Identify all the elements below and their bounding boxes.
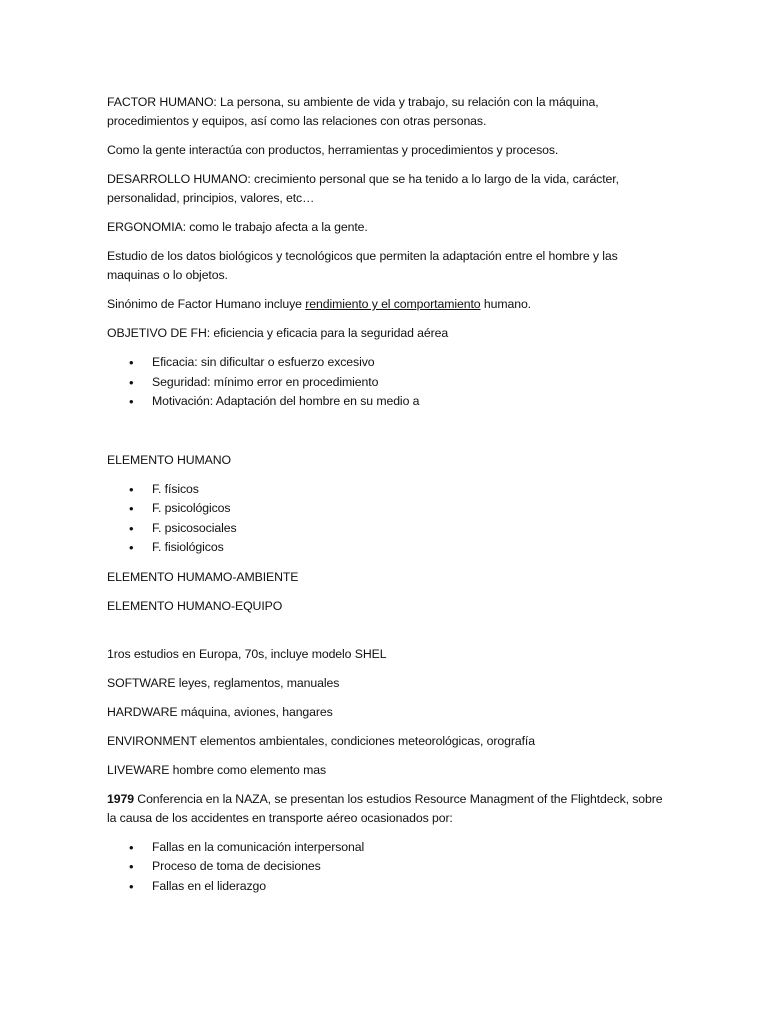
paragraph-desarrollo-humano: DESARROLLO HUMANO: crecimiento personal que se ha tenido a lo largo de la vida, carácter, personalidad, principios, valores, etc… — [107, 172, 619, 205]
list-item: • Seguridad: mínimo error en procedimiento — [107, 373, 667, 393]
list-item: • F. fisiológicos — [107, 538, 667, 558]
paragraph-estudios-europa: 1ros estudios en Europa, 70s, incluye modelo SHEL — [107, 646, 387, 661]
document-body — [107, 93, 667, 906]
paragraph-software: SOFTWARE leyes, reglamentos, manuales — [107, 675, 340, 690]
paragraph-hardware: HARDWARE máquina, aviones, hangares — [107, 704, 333, 719]
paragraph-ergonomia: ERGONOMIA: como le trabajo afecta a la gente. — [107, 220, 368, 234]
paragraph-factor-humano: FACTOR HUMANO: La persona, su ambiente de vida y trabajo, su relación con la máquina, procedimientos y equipos, así como las relaciones con otras personas. — [107, 95, 599, 128]
sinonimo-text-after: humano. — [480, 297, 532, 311]
list-item: • F. psicológicos — [107, 499, 667, 519]
bullet-list-factores — [107, 480, 667, 558]
sinonimo-text-before: Sinónimo de Factor Humano incluye — [107, 297, 306, 311]
paragraph-liveware: LIVEWARE hombre como elemento mas — [107, 762, 327, 777]
paragraph-humano-equipo: ELEMENTO HUMANO-EQUIPO — [107, 598, 283, 613]
paragraph-environment: ENVIRONMENT elementos ambientales, condiciones meteorológicas, orografía — [107, 733, 535, 748]
list-item: • Fallas en el liderazgo — [107, 877, 667, 897]
bullet-list-objetivos — [107, 353, 667, 412]
list-item: • F. físicos — [107, 480, 667, 500]
list-item: • Proceso de toma de decisiones — [107, 857, 667, 877]
paragraph-interaccion: Como la gente interactúa con productos, herramientas y procedimientos y procesos. — [107, 143, 559, 157]
list-item: • Fallas en la comunicación interpersonal — [107, 838, 667, 858]
bullet-list-fallas — [107, 838, 667, 897]
heading-elemento-humano: ELEMENTO HUMANO — [107, 452, 231, 467]
paragraph-humano-ambiente: ELEMENTO HUMAMO-AMBIENTE — [107, 569, 299, 584]
list-item: • Motivación: Adaptación del hombre en su medio a — [107, 392, 667, 412]
paragraph-estudio-datos: Estudio de los datos biológicos y tecnológicos que permiten la adaptación entre el hombre y las maquinas o lo objetos. — [107, 249, 618, 282]
list-item: • F. psicosociales — [107, 519, 667, 539]
spacer — [107, 626, 667, 645]
paragraph-objetivo-fh: OBJETIVO DE FH: eficiencia y eficacia para la seguridad aérea — [107, 326, 449, 340]
conferencia-text: Conferencia en la NAZA, se presentan los estudios Resource Managment of the Flightdeck, sobre la causa de los accidentes en transporte aéreo ocasionados por: — [107, 791, 663, 825]
paragraph-sinonimo — [107, 295, 667, 314]
paragraph-conferencia-1979 — [107, 790, 667, 828]
spacer — [107, 422, 667, 451]
sinonimo-underlined-text: rendimiento y el comportamiento — [305, 297, 481, 311]
list-item: • Eficacia: sin dificultar o esfuerzo excesivo — [107, 353, 667, 373]
year-bold-text: 1979 — [107, 791, 134, 806]
